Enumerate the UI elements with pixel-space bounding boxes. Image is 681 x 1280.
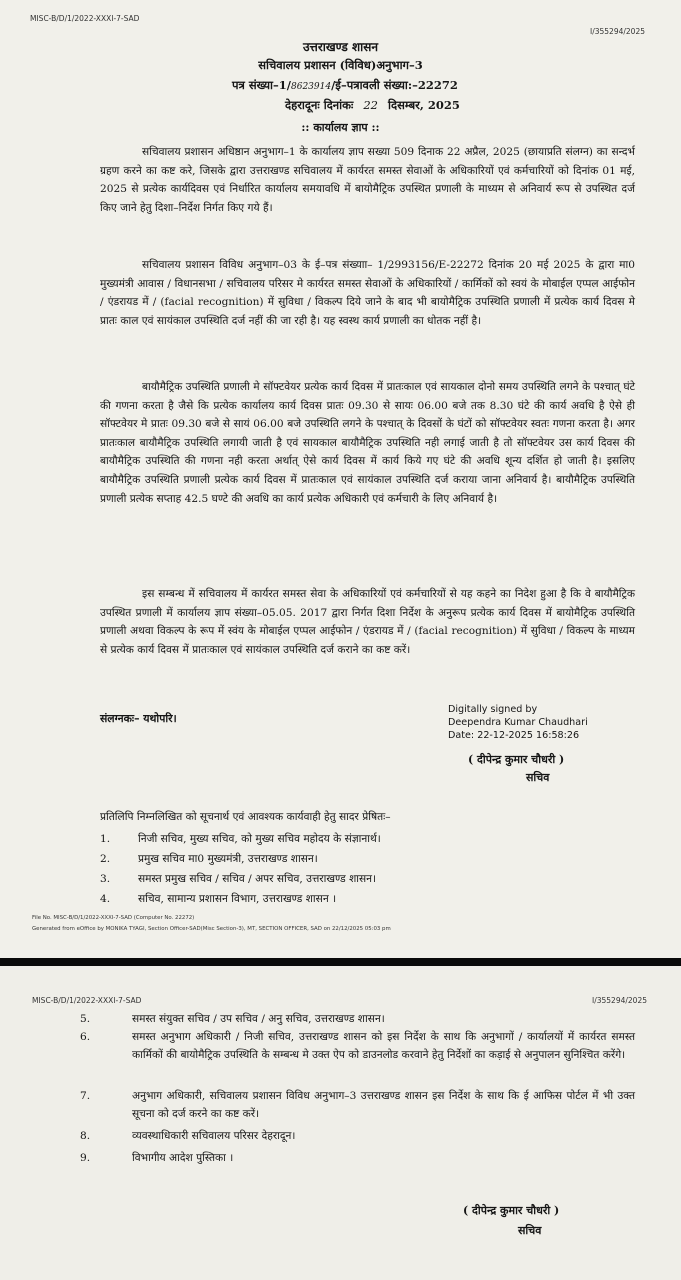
file-number-right: I/355294/2025	[592, 996, 647, 1005]
file-number-right: I/355294/2025	[590, 27, 645, 36]
memo-heading: :: कार्यालय ज्ञाप ::	[301, 121, 380, 134]
digital-signature: Digitally signed by Deependra Kumar Chaudhari Date: 22-12-2025 16:58:26	[448, 704, 588, 741]
letter-page-2	[0, 966, 681, 1280]
place-date: देहरादूनः दिनांकः 22 दिसम्बर, 2025	[285, 98, 460, 112]
copy-list-item: 7. अनुभाग अधिकारी, सचिवालय प्रशासन विविध अनुभाग–3 उत्तराखण्ड शासन इस निर्देश के साथ कि ई आफिस पोर्टल में भी उक्त सूचना को दर्ज करने का कष्ट करें।	[80, 1090, 635, 1120]
paragraph-2: सचिवालय प्रशासन विविध अनुभाग–03 के ई–पत्र संख्याा– 1/2993156/E-22272 दिनांक 20 मई 2025 के द्वारा मा0 मुख्यमंत्री आवास / विधानसभा / सचिवालय परिसर मे कार्यरत समस्त सेवाओं के अधिकारियों / कार्मिकों को स्वयं के मोबाईल एप्पल आईफोन / एंडरायड में / (facial recognition) में सुविधा / विकल्प दिये जाने के बाद भी बायोमैट्रिक उपस्थिति प्रणाली में प्रत्येक कार्य दिवस मे प्रातः काल एवं सायंकाल उपस्थिति दर्ज नहीं की जा रही है। यह स्वस्थ कार्य प्रणाली का धोतक नहीं है।	[100, 259, 635, 327]
copy-list-item: 9. विभागीय आदेश पुस्तिका ।	[80, 1152, 234, 1164]
copy-list-item: 2. प्रमुख सचिव मा0 मुख्यमंत्री, उत्तराखण्ड शासन।	[100, 853, 318, 865]
handwritten-number: 8623914	[291, 82, 332, 92]
signatory-title: सचिव	[526, 771, 550, 784]
government-heading: उत्तराखण्ड शासन	[302, 40, 379, 54]
signatory-name: ( दीपेन्द्र कुमार चौधरी )	[463, 1204, 560, 1217]
file-number-left: MISC-B/D/1/2022-XXXI-7-SAD	[32, 996, 142, 1005]
copy-list-item: 4. सचिव, सामान्य प्रशासन विभाग, उत्तराखण्ड शासन ।	[100, 893, 337, 905]
letter-number: पत्र संख्या–1/8623914/ई–पत्रावली संख्या:–22272	[232, 78, 458, 92]
handwritten-date: 22	[363, 98, 378, 112]
paragraph-3: बायौमैट्रिक उपस्थिति प्रणाली मे सॉफ्टवेयर प्रत्येक कार्य दिवस में प्रातःकाल एवं सायकाल दोनो समय उपस्थिति लगने के पश्चात् घंटे की गणना करता है जैसे कि प्रत्येक कार्यालय कार्य दिवस प्रातः 09.30 से सायः 06.00 बजे तक 8.30 घंटे की कार्य अवधि है ऐसे ही सॉफ्टवेयर मे प्रातः 09.30 बजे से सायं 06.00 बजे उपस्थिति लगने के पश्चात् के दिवसों के घंटों को सॉफ्टवेयर स्वतः गणना करता है। अगर प्रातःकाल बायौमैट्रिक उपस्थिति लगायी जाती है एवं सायकाल बायौमैट्रिक उपस्थिति नही लगाई जाती है तो सॉफ्टवेयर उस कार्य दिवस की बायौमैट्रिक उपस्थिति की गणना नही करता अर्थात् ऐसे कार्य दिवस में कार्य किये गए घंटे की अवधि शून्य दर्शित हो जाती है। इसलिए बायौमैट्रिक उपस्थिति प्रणाली प्रत्येक कार्य दिवस में प्रातःकाल एवं सायंकाल उपस्थिति दर्ज कराया जाना अनिवार्य है। बायौमैट्रिक उपस्थिति प्रणाली प्रत्येक सप्ताह 42.5 घण्टे की अवधि का कार्य प्रत्येक अधिकारी एवं कर्मचारी के लिए अनिवार्य है।	[100, 381, 635, 505]
department-heading: सचिवालय प्रशासन (विविध)अनुभाग–3	[258, 58, 423, 72]
paragraph-1: सचिवालय प्रशासन अधिष्ठान अनुभाग–1 के कार्यालय ज्ञाप सख्या 509 दिनाक 22 अप्रैल, 2025 (छायाप्रति संलग्न) का सन्दर्भ ग्रहण करने का कष्ट करे, जिसके द्वारा उत्तराखण्ड सचिवालय में कार्यरत समस्त सेवाओं के अधिकारियों एवं कर्मचारियों को दिनांक 01 मई, 2025 से प्रत्येक कार्यदिवस एवं निर्धारित कार्यालय समयावधि में बायोमैट्रिक उपस्थित प्रणाली के माध्यम से अनिवार्य रूप से उपस्थित दर्ज किए जाने हेतु दिशा–निर्देश निर्गत किए गये हैं।	[100, 146, 635, 214]
copy-list-item: 1. निजी सचिव, मुख्य सचिव, को मुख्य सचिव महोदय के संज्ञानार्थ।	[100, 833, 381, 845]
copy-list-item: 6. समस्त अनुभाग अधिकारी / निजी सचिव, उत्तराखण्ड शासन को इस निर्देश के साथ कि अनुभागों / कार्यालयों में कार्यरत समस्त कार्मिकों की बायोमैट्रिक उपस्थिति के सम्बन्ध मे उक्त ऐप को डाउनलोड करवाने हेतु निर्देशों का कड़ाई से अनुपालन सुनिश्चित करेंगे।	[80, 1031, 635, 1061]
copy-to-intro: प्रतिलिपि निम्नलिखित को सूचनार्थ एवं आवश्यक कार्यवाही हेतु सादर प्रेषितः–	[100, 811, 391, 823]
footer-file-number: File No. MISC-B/D/1/2022-XXXI-7-SAD (Computer No. 22272)	[32, 915, 195, 921]
paragraph-4: इस सम्बन्ध में सचिवालय में कार्यरत समस्त सेवा के अधिकारियों एवं कर्मचारियों से यह कहने का निदेश हुआ है कि वे बायौमैट्रिक उपस्थित प्रणाली में कार्यालय ज्ञाप संख्या–05.05. 2017 द्वारा निर्गत दिशा निर्देश के अनुरूप प्रत्येक कार्य दिवस में बायोमैट्रिक उपस्थिति प्रणाली अथवा विकल्प के रूप में स्वंय के मोबाईल एप्पल आईफोन / एंडरायड में / (facial recognition) में सुविधा / विकल्प के माध्यम से प्रत्येक कार्य दिवस में प्रातःकाल एवं सायंकाल उपस्थिति दर्ज कराने का कष्ट करें।	[100, 588, 635, 656]
signatory-title: सचिव	[518, 1224, 542, 1237]
footer-generated-note: Generated from eOffice by MONIKA TYAGI, Section Officer-SAD(Misc Section-3), MT, SECTION OFFICER, SAD on 22/12/2025 05:03 pm	[32, 926, 391, 932]
copy-list-item: 8. व्यवस्थाधिकारी सचिवालय परिसर देहरादून।	[80, 1130, 296, 1142]
copy-list-item: 5. समस्त संयुक्त सचिव / उप सचिव / अनु सचिव, उत्तराखण्ड शासन।	[80, 1013, 385, 1025]
copy-list-item: 3. समस्त प्रमुख सचिव / सचिव / अपर सचिव, उत्तराखण्ड शासन।	[100, 873, 377, 885]
enclosure-line: संलग्नकः– यथोपरि।	[100, 712, 177, 725]
file-number-left: MISC-B/D/1/2022-XXXI-7-SAD	[30, 14, 140, 23]
signatory-name: ( दीपेन्द्र कुमार चौधरी )	[468, 753, 565, 766]
